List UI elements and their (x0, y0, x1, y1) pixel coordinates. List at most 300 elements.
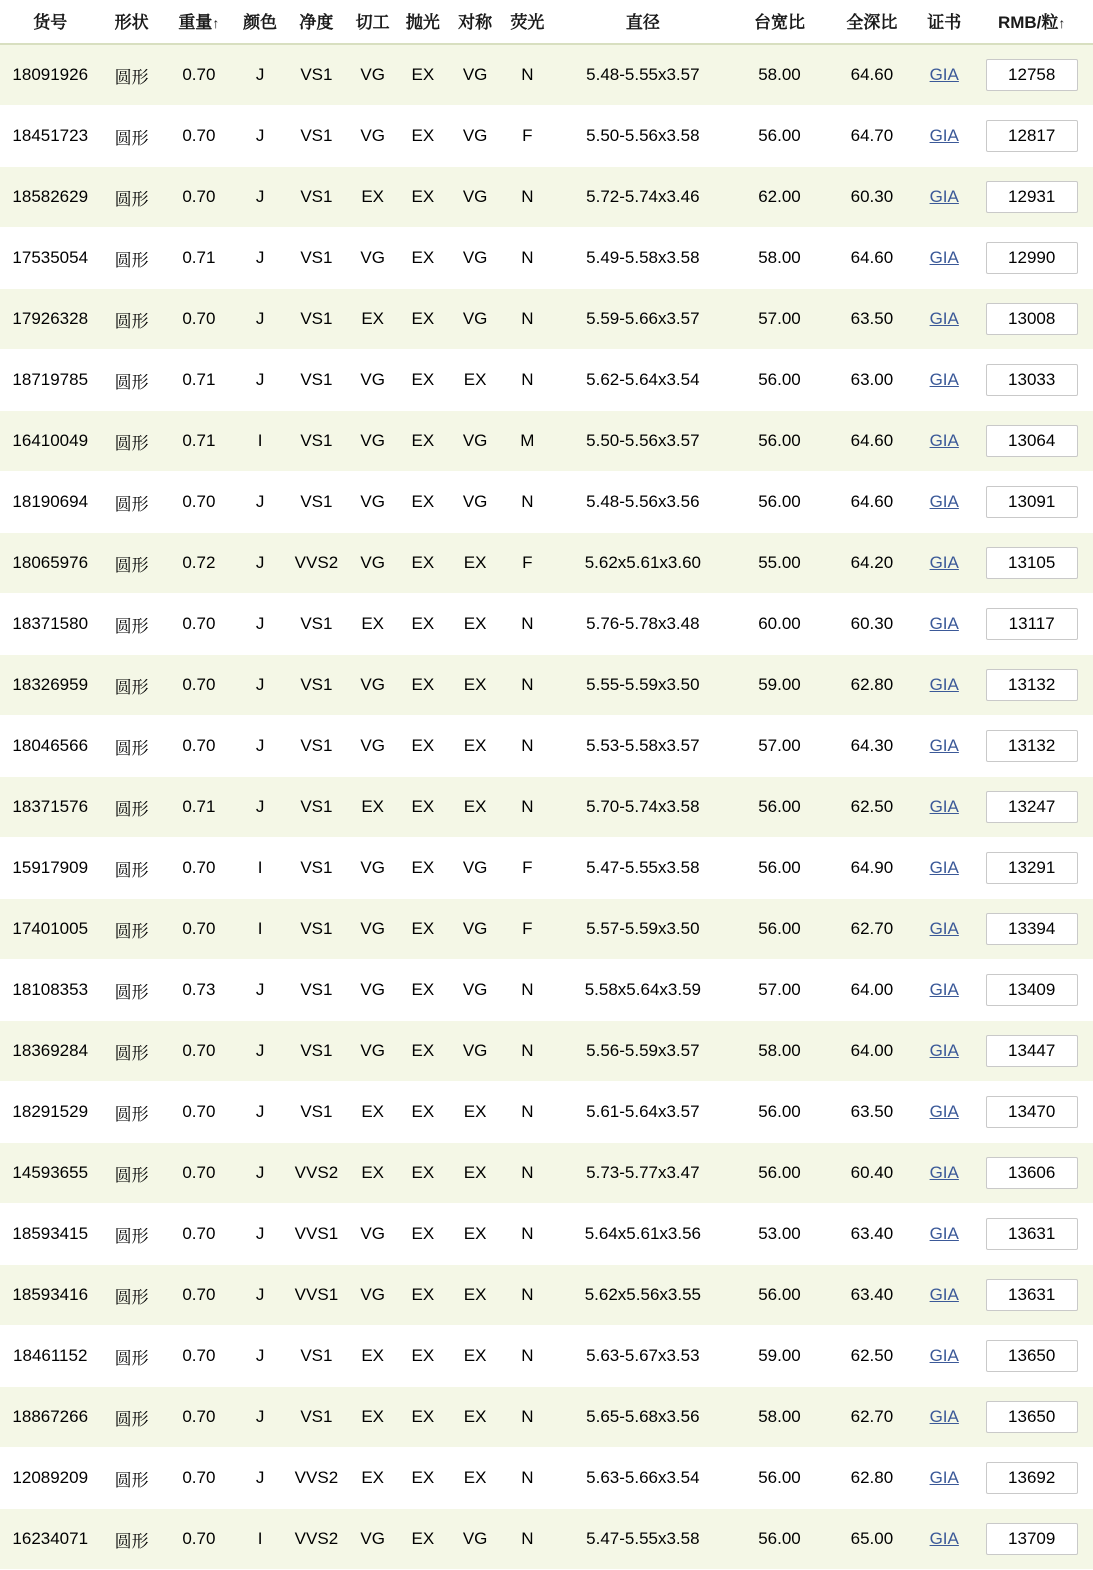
certificate-link[interactable]: GIA (929, 919, 959, 938)
cell-symmetry: EX (448, 1204, 502, 1265)
table-row[interactable] (0, 533, 1093, 594)
table-row[interactable] (0, 1448, 1093, 1509)
cell-polish: EX (398, 777, 448, 838)
table-row[interactable] (0, 411, 1093, 472)
cell-dimensions: 5.62x5.56x3.55 (552, 1265, 733, 1326)
cell-depth_pct: 64.00 (826, 960, 918, 1021)
column-header-fluorescence[interactable] (502, 0, 552, 44)
cell-cert (918, 1448, 970, 1509)
column-header-polish[interactable] (398, 0, 448, 44)
price-value[interactable]: 13606 (986, 1157, 1078, 1189)
price-value[interactable]: 13132 (986, 669, 1078, 701)
column-header-id[interactable] (0, 0, 100, 44)
cell-depth_pct: 62.80 (826, 655, 918, 716)
cell-clarity: VS1 (285, 350, 347, 411)
cell-symmetry: EX (448, 594, 502, 655)
table-row[interactable] (0, 44, 1093, 106)
price-value[interactable]: 13709 (986, 1523, 1078, 1555)
column-header-dimensions[interactable] (552, 0, 733, 44)
cell-fluorescence: N (502, 594, 552, 655)
cell-cert (918, 411, 970, 472)
sort-ascending-icon[interactable]: ↑ (1058, 15, 1066, 31)
cell-id: 18369284 (0, 1021, 100, 1082)
cell-fluorescence: N (502, 44, 552, 106)
cell-clarity: VS1 (285, 472, 347, 533)
cell-cert (918, 289, 970, 350)
table-row[interactable] (0, 899, 1093, 960)
certificate-link[interactable]: GIA (929, 431, 959, 450)
column-header-label: 全深比 (846, 13, 898, 32)
cell-dimensions: 5.72-5.74x3.46 (552, 167, 733, 228)
column-header-weight[interactable] (163, 0, 235, 44)
cell-shape: 圆形 (100, 899, 162, 960)
cell-table_pct: 53.00 (733, 1204, 825, 1265)
column-header-label: 直径 (625, 13, 660, 32)
cell-cert (918, 1326, 970, 1387)
cell-id: 18867266 (0, 1387, 100, 1448)
cell-color: J (235, 1143, 285, 1204)
cell-weight: 0.70 (163, 1021, 235, 1082)
cell-shape: 圆形 (100, 472, 162, 533)
cell-shape: 圆形 (100, 1021, 162, 1082)
cell-cut: VG (348, 899, 398, 960)
column-header-clarity[interactable] (285, 0, 347, 44)
cell-depth_pct: 63.00 (826, 350, 918, 411)
cell-price (970, 1387, 1093, 1448)
certificate-link[interactable]: GIA (929, 1102, 959, 1121)
cell-fluorescence: N (502, 1509, 552, 1570)
cell-dimensions: 5.47-5.55x3.58 (552, 838, 733, 899)
cell-price (970, 228, 1093, 289)
cell-cert (918, 777, 970, 838)
cell-clarity: VS1 (285, 1387, 347, 1448)
cell-table_pct: 56.00 (733, 777, 825, 838)
table-row[interactable] (0, 1021, 1093, 1082)
cell-table_pct: 56.00 (733, 838, 825, 899)
cell-color: J (235, 777, 285, 838)
cell-symmetry: EX (448, 655, 502, 716)
cell-dimensions: 5.76-5.78x3.48 (552, 594, 733, 655)
price-value[interactable]: 13650 (986, 1340, 1078, 1372)
column-header-label: 证书 (927, 13, 962, 32)
table-row[interactable] (0, 655, 1093, 716)
column-header-label: 重量 (178, 13, 213, 32)
cell-depth_pct: 64.00 (826, 1021, 918, 1082)
cell-table_pct: 60.00 (733, 594, 825, 655)
cell-shape: 圆形 (100, 960, 162, 1021)
price-value[interactable]: 13291 (986, 852, 1078, 884)
cell-symmetry: VG (448, 228, 502, 289)
cell-fluorescence: N (502, 1387, 552, 1448)
cell-price (970, 899, 1093, 960)
price-value[interactable]: 12758 (986, 59, 1078, 91)
cell-polish: EX (398, 838, 448, 899)
cell-depth_pct: 60.30 (826, 167, 918, 228)
price-value[interactable]: 13631 (986, 1218, 1078, 1250)
cell-fluorescence: N (502, 1143, 552, 1204)
cell-weight: 0.70 (163, 1448, 235, 1509)
cell-weight: 0.70 (163, 289, 235, 350)
cell-table_pct: 62.00 (733, 167, 825, 228)
cell-polish: EX (398, 716, 448, 777)
cell-clarity: VS1 (285, 899, 347, 960)
cell-dimensions: 5.62x5.61x3.60 (552, 533, 733, 594)
table-row[interactable] (0, 350, 1093, 411)
cell-color: J (235, 655, 285, 716)
price-value[interactable]: 13033 (986, 364, 1078, 396)
price-value[interactable]: 13064 (986, 425, 1078, 457)
cell-id: 18326959 (0, 655, 100, 716)
cell-price (970, 411, 1093, 472)
table-row[interactable] (0, 167, 1093, 228)
cell-dimensions: 5.58x5.64x3.59 (552, 960, 733, 1021)
cell-id: 18593415 (0, 1204, 100, 1265)
cell-id: 14593655 (0, 1143, 100, 1204)
price-value[interactable]: 13008 (986, 303, 1078, 335)
cell-table_pct: 56.00 (733, 472, 825, 533)
cell-cut: EX (348, 1448, 398, 1509)
table-row[interactable] (0, 1082, 1093, 1143)
column-header-symmetry[interactable] (448, 0, 502, 44)
sort-ascending-icon[interactable]: ↑ (212, 15, 220, 31)
table-row[interactable] (0, 1204, 1093, 1265)
cell-id: 18091926 (0, 44, 100, 106)
cell-id: 18291529 (0, 1082, 100, 1143)
cell-cert (918, 655, 970, 716)
cell-depth_pct: 64.30 (826, 716, 918, 777)
cell-price (970, 1326, 1093, 1387)
cell-depth_pct: 62.50 (826, 777, 918, 838)
cell-color: J (235, 716, 285, 777)
column-header-table_pct[interactable] (733, 0, 825, 44)
cell-symmetry: VG (448, 472, 502, 533)
cell-symmetry: VG (448, 899, 502, 960)
cell-color: J (235, 1326, 285, 1387)
cell-weight: 0.70 (163, 716, 235, 777)
table-row[interactable] (0, 960, 1093, 1021)
cell-color: J (235, 350, 285, 411)
cell-dimensions: 5.55-5.59x3.50 (552, 655, 733, 716)
cell-color: I (235, 411, 285, 472)
cell-symmetry: VG (448, 960, 502, 1021)
table-row[interactable] (0, 1509, 1093, 1570)
cell-clarity: VVS2 (285, 1509, 347, 1570)
certificate-link[interactable]: GIA (929, 553, 959, 572)
cell-id: 18371576 (0, 777, 100, 838)
cell-depth_pct: 64.90 (826, 838, 918, 899)
certificate-link[interactable]: GIA (929, 1407, 959, 1426)
table-row[interactable] (0, 289, 1093, 350)
cell-weight: 0.70 (163, 1265, 235, 1326)
cell-cert (918, 1265, 970, 1326)
cell-depth_pct: 64.60 (826, 472, 918, 533)
cell-dimensions: 5.63-5.66x3.54 (552, 1448, 733, 1509)
table-row[interactable] (0, 1326, 1093, 1387)
table-row[interactable] (0, 777, 1093, 838)
cell-fluorescence: N (502, 1265, 552, 1326)
certificate-link[interactable]: GIA (929, 370, 959, 389)
cell-price (970, 1265, 1093, 1326)
price-value[interactable]: 13470 (986, 1096, 1078, 1128)
column-header-depth_pct[interactable] (826, 0, 918, 44)
price-value[interactable]: 13409 (986, 974, 1078, 1006)
cell-polish: EX (398, 1326, 448, 1387)
cell-weight: 0.71 (163, 777, 235, 838)
certificate-link[interactable]: GIA (929, 65, 959, 84)
cell-fluorescence: F (502, 533, 552, 594)
cell-cut: VG (348, 44, 398, 106)
cell-cut: VG (348, 716, 398, 777)
certificate-link[interactable]: GIA (929, 614, 959, 633)
cell-symmetry: VG (448, 167, 502, 228)
cell-cut: EX (348, 594, 398, 655)
cell-color: J (235, 228, 285, 289)
cell-depth_pct: 64.60 (826, 228, 918, 289)
price-value[interactable]: 13117 (986, 608, 1078, 640)
cell-cert (918, 1387, 970, 1448)
certificate-link[interactable]: GIA (929, 980, 959, 999)
cell-polish: EX (398, 1204, 448, 1265)
table-row[interactable] (0, 1265, 1093, 1326)
cell-clarity: VS1 (285, 1082, 347, 1143)
cell-cut: VG (348, 472, 398, 533)
cell-cert (918, 838, 970, 899)
price-value[interactable]: 13447 (986, 1035, 1078, 1067)
certificate-link[interactable]: GIA (929, 675, 959, 694)
cell-weight: 0.73 (163, 960, 235, 1021)
cell-dimensions: 5.57-5.59x3.50 (552, 899, 733, 960)
table-row[interactable] (0, 472, 1093, 533)
cell-cert (918, 167, 970, 228)
certificate-link[interactable]: GIA (929, 187, 959, 206)
price-value[interactable]: 12817 (986, 120, 1078, 152)
cell-color: I (235, 1509, 285, 1570)
cell-symmetry: VG (448, 1509, 502, 1570)
cell-cert (918, 1509, 970, 1570)
cell-depth_pct: 60.30 (826, 594, 918, 655)
cell-price (970, 289, 1093, 350)
cell-symmetry: EX (448, 777, 502, 838)
certificate-link[interactable]: GIA (929, 1529, 959, 1548)
cell-depth_pct: 64.70 (826, 106, 918, 167)
cell-clarity: VS1 (285, 289, 347, 350)
cell-table_pct: 57.00 (733, 289, 825, 350)
table-row[interactable] (0, 228, 1093, 289)
cell-table_pct: 56.00 (733, 1448, 825, 1509)
cell-weight: 0.70 (163, 167, 235, 228)
cell-fluorescence: N (502, 289, 552, 350)
price-value[interactable]: 13631 (986, 1279, 1078, 1311)
cell-fluorescence: N (502, 228, 552, 289)
cell-weight: 0.72 (163, 533, 235, 594)
cell-price (970, 1509, 1093, 1570)
certificate-link[interactable]: GIA (929, 492, 959, 511)
cell-id: 18461152 (0, 1326, 100, 1387)
cell-fluorescence: N (502, 472, 552, 533)
cell-shape: 圆形 (100, 106, 162, 167)
column-header-label: RMB/粒 (997, 13, 1059, 32)
certificate-link[interactable]: GIA (929, 736, 959, 755)
price-value[interactable]: 13692 (986, 1462, 1078, 1494)
cell-id: 17535054 (0, 228, 100, 289)
certificate-link[interactable]: GIA (929, 1163, 959, 1182)
cell-fluorescence: N (502, 350, 552, 411)
cell-shape: 圆形 (100, 1143, 162, 1204)
cell-polish: EX (398, 228, 448, 289)
price-value[interactable]: 13105 (986, 547, 1078, 579)
table-row[interactable] (0, 838, 1093, 899)
cell-symmetry: VG (448, 1021, 502, 1082)
cell-clarity: VS1 (285, 44, 347, 106)
certificate-link[interactable]: GIA (929, 1346, 959, 1365)
cell-price (970, 1448, 1093, 1509)
cell-shape: 圆形 (100, 411, 162, 472)
cell-weight: 0.70 (163, 1204, 235, 1265)
certificate-link[interactable]: GIA (929, 1224, 959, 1243)
cell-table_pct: 56.00 (733, 1265, 825, 1326)
cell-fluorescence: M (502, 411, 552, 472)
cell-color: J (235, 1204, 285, 1265)
cell-shape: 圆形 (100, 1204, 162, 1265)
cell-symmetry: EX (448, 1265, 502, 1326)
table-row[interactable] (0, 716, 1093, 777)
cell-price (970, 350, 1093, 411)
cell-weight: 0.70 (163, 838, 235, 899)
table-row[interactable] (0, 1387, 1093, 1448)
cell-dimensions: 5.62-5.64x3.54 (552, 350, 733, 411)
certificate-link[interactable]: GIA (929, 309, 959, 328)
column-header-color[interactable] (235, 0, 285, 44)
cell-cert (918, 533, 970, 594)
cell-clarity: VS1 (285, 838, 347, 899)
cell-depth_pct: 63.50 (826, 1082, 918, 1143)
table-row[interactable] (0, 594, 1093, 655)
cell-clarity: VS1 (285, 777, 347, 838)
cell-price (970, 44, 1093, 106)
cell-cert (918, 44, 970, 106)
cell-cut: VG (348, 838, 398, 899)
cell-symmetry: EX (448, 1326, 502, 1387)
certificate-link[interactable]: GIA (929, 1468, 959, 1487)
column-header-cert[interactable] (918, 0, 970, 44)
cell-weight: 0.70 (163, 1387, 235, 1448)
price-value[interactable]: 13091 (986, 486, 1078, 518)
cell-depth_pct: 62.70 (826, 899, 918, 960)
cell-weight: 0.70 (163, 655, 235, 716)
price-value[interactable]: 12990 (986, 242, 1078, 274)
cell-fluorescence: N (502, 777, 552, 838)
cell-depth_pct: 63.50 (826, 289, 918, 350)
certificate-link[interactable]: GIA (929, 797, 959, 816)
cell-fluorescence: N (502, 716, 552, 777)
cell-color: J (235, 1265, 285, 1326)
price-value[interactable]: 13132 (986, 730, 1078, 762)
cell-clarity: VS1 (285, 228, 347, 289)
cell-depth_pct: 65.00 (826, 1509, 918, 1570)
cell-table_pct: 56.00 (733, 899, 825, 960)
cell-clarity: VS1 (285, 167, 347, 228)
cell-cut: EX (348, 777, 398, 838)
cell-symmetry: EX (448, 1143, 502, 1204)
certificate-link[interactable]: GIA (929, 1285, 959, 1304)
cell-color: J (235, 44, 285, 106)
cell-cut: EX (348, 167, 398, 228)
table-row[interactable] (0, 106, 1093, 167)
cell-color: J (235, 289, 285, 350)
price-value[interactable]: 13394 (986, 913, 1078, 945)
cell-fluorescence: N (502, 1448, 552, 1509)
cell-cert (918, 1143, 970, 1204)
cell-clarity: VVS2 (285, 1143, 347, 1204)
cell-clarity: VS1 (285, 716, 347, 777)
cell-weight: 0.70 (163, 44, 235, 106)
cell-weight: 0.71 (163, 228, 235, 289)
column-header-shape[interactable] (100, 0, 162, 44)
cell-polish: EX (398, 1021, 448, 1082)
cell-dimensions: 5.53-5.58x3.57 (552, 716, 733, 777)
cell-polish: EX (398, 472, 448, 533)
cell-dimensions: 5.48-5.56x3.56 (552, 472, 733, 533)
cell-shape: 圆形 (100, 1387, 162, 1448)
certificate-link[interactable]: GIA (929, 126, 959, 145)
cell-color: J (235, 960, 285, 1021)
table-row[interactable] (0, 1143, 1093, 1204)
column-header-price[interactable] (970, 0, 1093, 44)
cell-table_pct: 58.00 (733, 228, 825, 289)
cell-cut: VG (348, 228, 398, 289)
cell-clarity: VS1 (285, 411, 347, 472)
cell-clarity: VVS1 (285, 1265, 347, 1326)
cell-shape: 圆形 (100, 228, 162, 289)
cell-clarity: VVS2 (285, 533, 347, 594)
cell-symmetry: VG (448, 44, 502, 106)
price-value[interactable]: 12931 (986, 181, 1078, 213)
table-body (0, 44, 1093, 1570)
certificate-link[interactable]: GIA (929, 248, 959, 267)
cell-id: 18108353 (0, 960, 100, 1021)
table-header-row (0, 0, 1093, 44)
cell-id: 17926328 (0, 289, 100, 350)
column-header-label: 货号 (33, 13, 68, 32)
cell-table_pct: 56.00 (733, 350, 825, 411)
cell-depth_pct: 60.40 (826, 1143, 918, 1204)
cell-table_pct: 56.00 (733, 411, 825, 472)
price-value[interactable]: 13247 (986, 791, 1078, 823)
cell-table_pct: 56.00 (733, 1509, 825, 1570)
cell-price (970, 1021, 1093, 1082)
certificate-link[interactable]: GIA (929, 1041, 959, 1060)
cell-price (970, 472, 1093, 533)
cell-dimensions: 5.56-5.59x3.57 (552, 1021, 733, 1082)
cell-fluorescence: F (502, 899, 552, 960)
cell-weight: 0.70 (163, 594, 235, 655)
cell-id: 18190694 (0, 472, 100, 533)
cell-table_pct: 56.00 (733, 106, 825, 167)
cell-table_pct: 55.00 (733, 533, 825, 594)
cell-depth_pct: 62.80 (826, 1448, 918, 1509)
price-value[interactable]: 13650 (986, 1401, 1078, 1433)
cell-dimensions: 5.59-5.66x3.57 (552, 289, 733, 350)
cell-shape: 圆形 (100, 289, 162, 350)
certificate-link[interactable]: GIA (929, 858, 959, 877)
cell-cut: VG (348, 1021, 398, 1082)
cell-cert (918, 228, 970, 289)
cell-cut: VG (348, 960, 398, 1021)
cell-id: 16234071 (0, 1509, 100, 1570)
cell-shape: 圆形 (100, 1082, 162, 1143)
column-header-cut[interactable] (348, 0, 398, 44)
cell-shape: 圆形 (100, 594, 162, 655)
